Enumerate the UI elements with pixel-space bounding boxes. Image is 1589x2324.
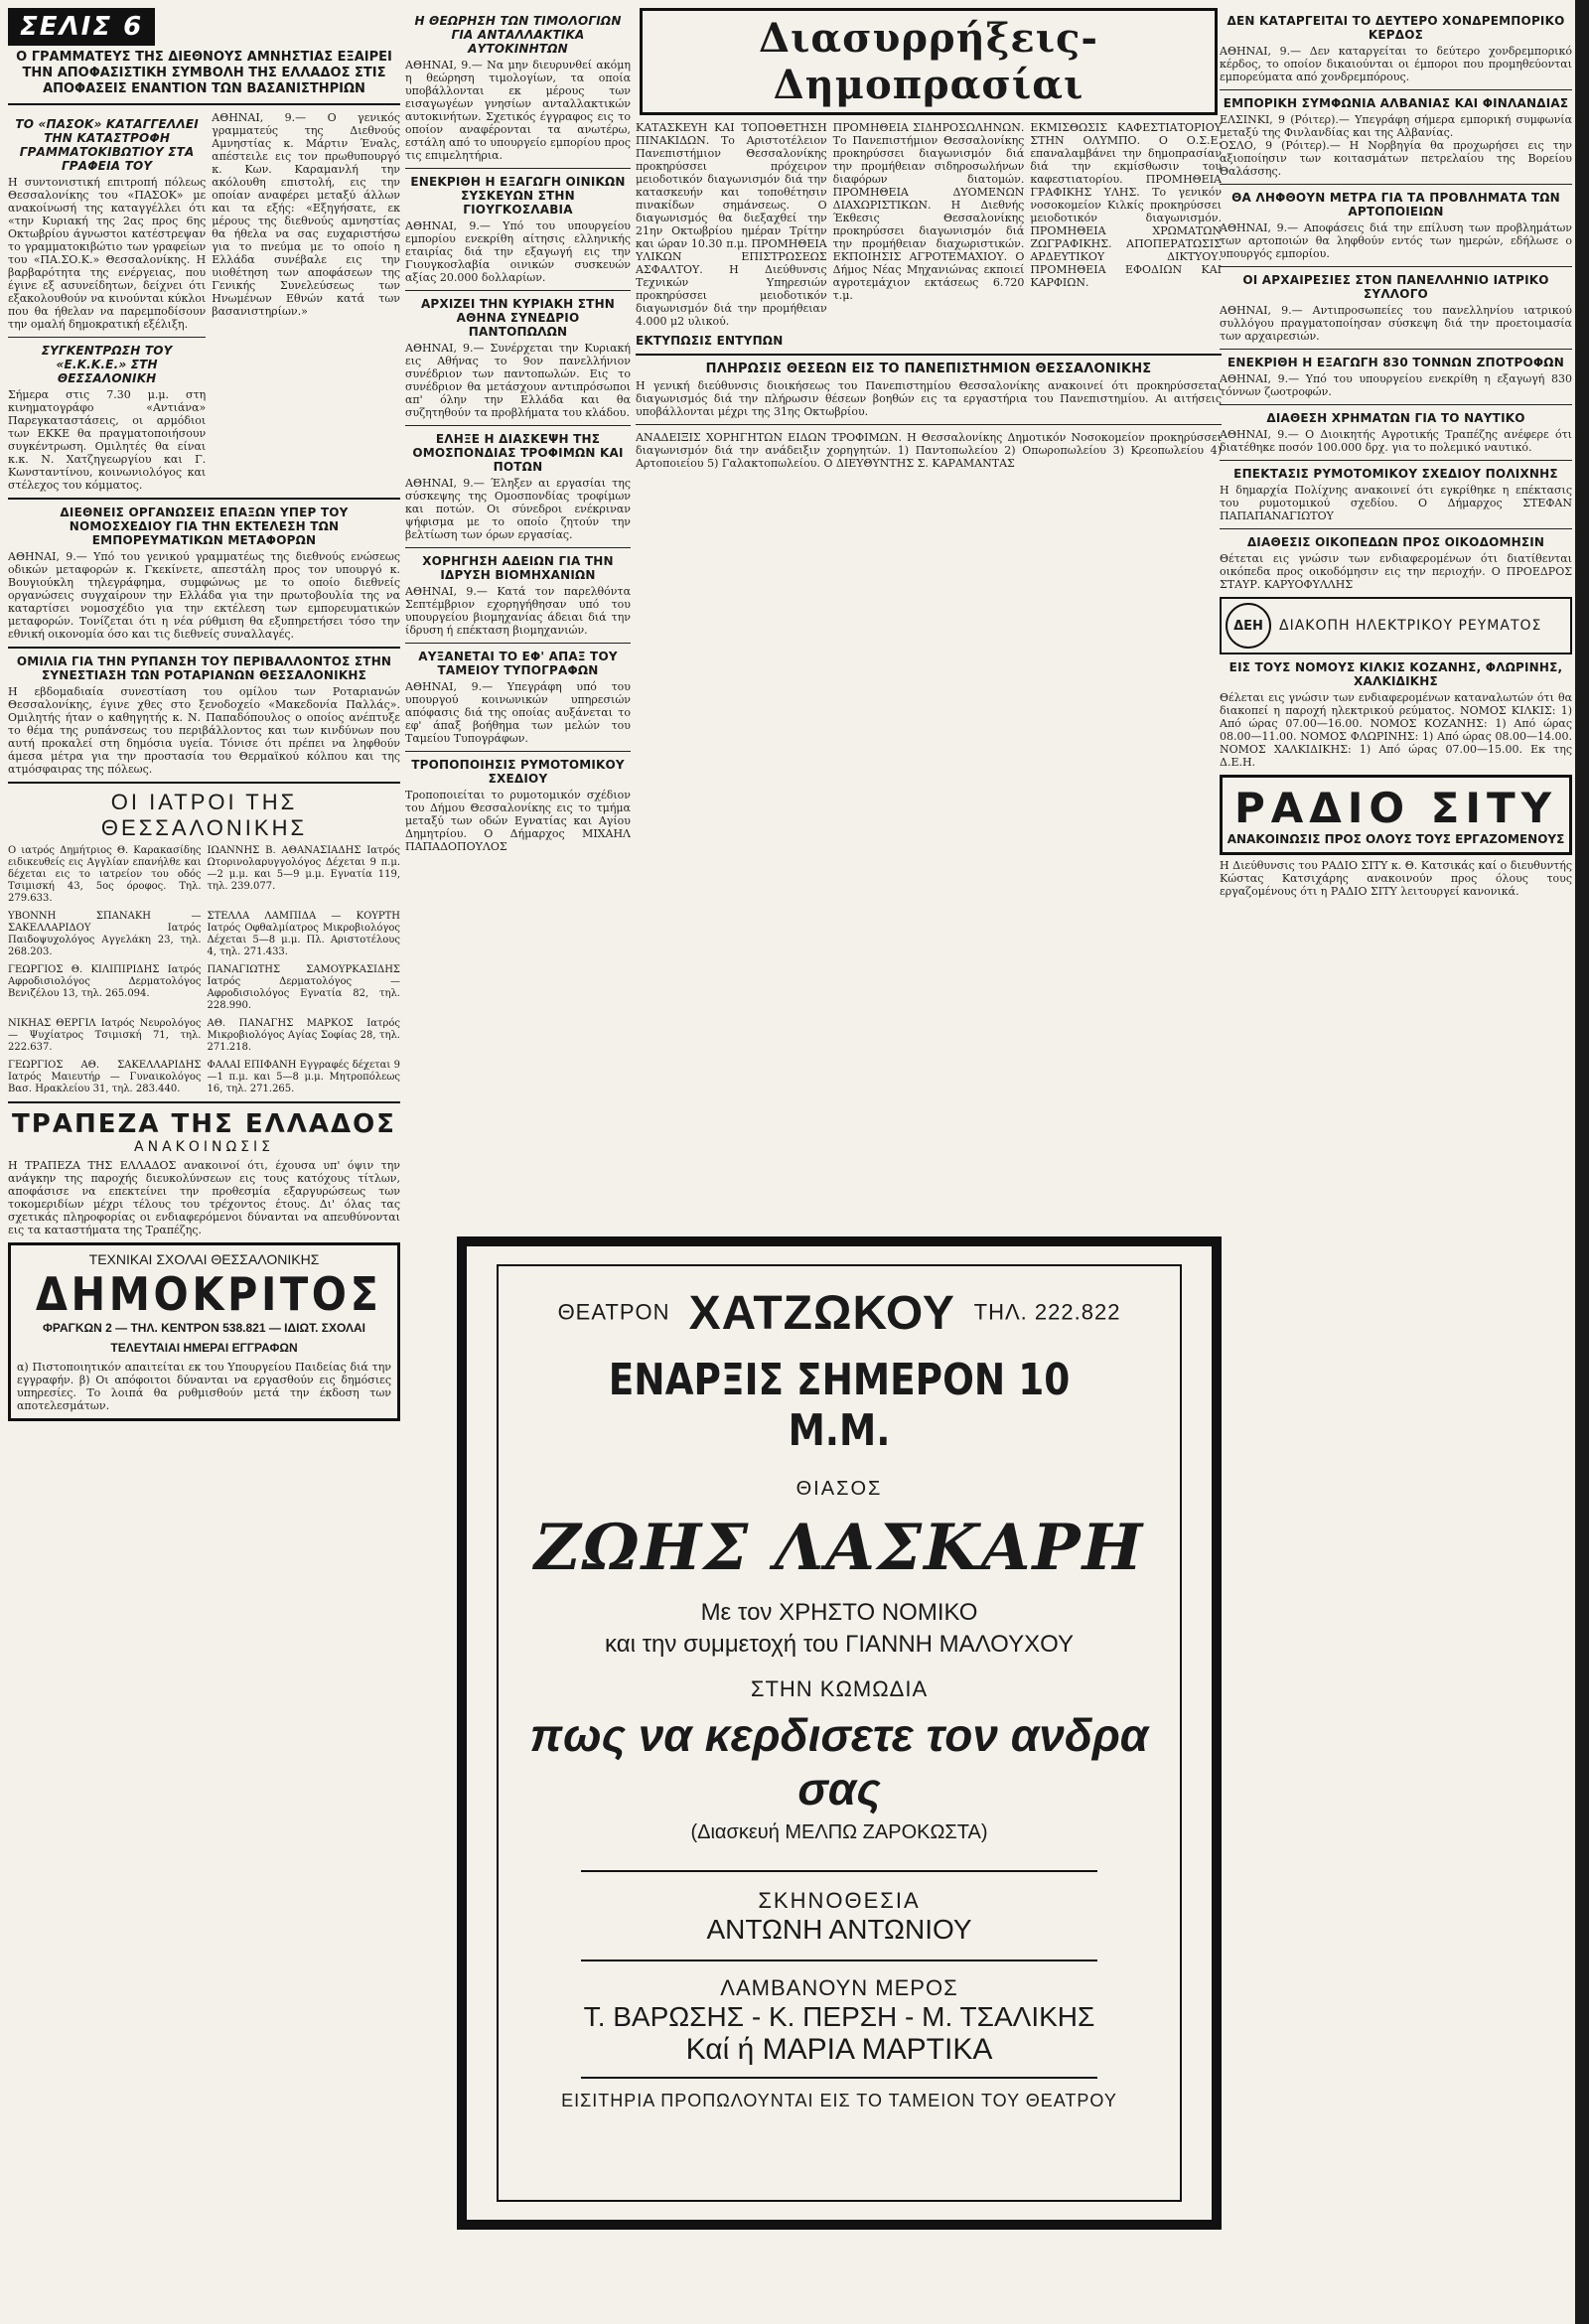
theatre-advertisement: [457, 1236, 1222, 2230]
congress-text: ΑΘΗΝΑΙ, 9.— Συνέρχεται την Κυριακή εις Αθήνας το 9ον πανελλήνιον συνέδριον των παντοπωλών. Εις το συνέδριον θα μετάσχουν αντιπρόσωποι απ' όλην την Ελλάδα και θα συζητηθούν τα προβλήματα του κλάδου.: [405, 342, 631, 419]
trade-headline: ΕΜΠΟΡΙΚΗ ΣΥΜΦΩΝΙΑ ΑΛΒΑΝΙΑΣ ΚΑΙ ΦΙΝΛΑΝΔΙΑΣ: [1223, 96, 1569, 110]
cast-star: Καί ή ΜΑΡΙΑ ΜΑΡΤΙΚΑ: [685, 2033, 993, 2066]
article-amnesty: [8, 111, 400, 492]
school-address: ΦΡΑΓΚΩΝ 2 — ΤΗΛ. ΚΕΝΤΡΟΝ 538.821 — ΙΔΙΩΤ. ΣΧΟΛΑΙ: [42, 1321, 365, 1335]
licence-headline: ΧΟΡΗΓΗΣΗ ΑΔΕΙΩΝ ΓΙΑ ΤΗΝ ΙΔΡΥΣΗ ΒΙΟΜΗΧΑΝΙΩΝ: [422, 554, 614, 582]
divider: [8, 782, 400, 784]
guest-line: και την συμμετοχή του ΓΙΑΝΝΗ ΜΑΛΟΥΧΟΥ: [604, 1631, 1074, 1658]
medical-headline: ΟΙ ΑΡΧΑΙΡΕΣΙΕΣ ΣΤΟΝ ΠΑΝΕΛΛΗΝΙΟ ΙΑΤΡΙΚΟ ΣΥΛΛΟΓΟ: [1242, 273, 1549, 301]
radio-text: Η Διεύθυνσις του ΡΑΔΙΟ ΣΙΤΥ κ. Θ. Κατσικάς καί ο διευθυντής Κώστας Κατσιχάρης ανακοινούν προς όλους τους εργαζομένους ότι η ΡΑΔΙΟ ΣΙΤΥ λειτουργεί κανονικά.: [1220, 859, 1572, 898]
tenders-col-3: ΕΚΜΙΣΘΩΣΙΣ ΚΑΦΕΣΤΙΑΤΟΡΙΟΥ ΣΤΗΝ ΟΛΥΜΠΟ. Ο Ο.Σ.Ε. επαναλαμβάνει την δημοπρασίαν διά την εκμίσθωσιν του καφεστιατορίου. ΠΡΟΜΗΘΕΙΑ ΓΡΑΦΙΚΗΣ ΥΛΗΣ. Το γενικόν νοσοκομείον Κιλκίς προκηρύσσει μειοδοτικόν διαγωνισμόν. ΠΡΟΜΗΘΕΙΑ ΧΡΩΜΑΤΩΝ ΖΩΓΡΑΦΙΚΗΣ. ΑΠΟΠΕΡΑΤΩΣΙΣ ΑΡΔΕΥΤΙΚΟΥ ΔΙΚΤΥΟΥ. ΠΡΟΜΗΘΕΙΑ ΕΦΟΔΙΩΝ ΚΑΙ ΚΑΡΦΙΩΝ.: [1030, 121, 1222, 289]
deh-title: ΔΙΑΚΟΠΗ ΗΛΕΚΤΡΙΚΟΥ ΡΕΥΜΑΤΟΣ: [1279, 618, 1542, 634]
deh-notice-header: [1220, 597, 1572, 654]
divider: [8, 1101, 400, 1103]
plots-text: Θέτεται εις γνώσιν των ενδιαφερομένων ότι διατίθενται οικόπεδα προς οικοδόμησιν εις την περιοχήν. Ο ΠΡΟΕΔΡΟΣ ΣΤΑΥΡ. ΚΑΡΥΟΦΥΛΛΗΣ: [1220, 552, 1572, 591]
tenders-col-2: ΠΡΟΜΗΘΕΙΑ ΣΙΔΗΡΟΣΩΛΗΝΩΝ. Το Πανεπιστήμιον Θεσσαλονίκης προκηρύσσει διαγωνισμόν διά την προμήθειαν σιδηροσωλήνων διαφόρων διατομών. ΠΡΟΜΗΘΕΙΑ ΔΥΟΜΕΝΩΝ ΔΙΑΧΩΡΙΣΤΙΚΩΝ. Η Διεθνής Έκθεσις Θεσσαλονίκης προκηρύσσει διαγωνισμόν διά την προμήθειαν διαχωριστικών. ΕΚΠΟΙΗΣΙΣ ΑΓΡΟΤΕΜΑΧΙΟΥ. Ο Δήμος Νέας Μηχανιώνας εκποιεί αγροτεμάχιον εκτάσεως 6.720 τ.μ.: [832, 121, 1025, 302]
lead-headline: Ο ΓΡΑΜΜΑΤΕΥΣ ΤΗΣ ΔΙΕΘΝΟΥΣ ΑΜΝΗΣΤΙΑΣ ΕΞΑΙΡΕΙ ΤΗΝ ΑΠΟΦΑΣΙΣΤΙΚΗ ΣΥΜΒΟΛΗ ΤΗΣ ΕΛΛΑΔΟΣ ΣΤΙΣ ΑΠΟΦΑΣΕΙΣ ΕΝΑΝΤΙΟΝ ΤΩΝ ΒΑΣΑΝΙΣΤΗΡΙΩΝ: [16, 50, 392, 96]
list-item: ΝΙΚΗΑΣ ΘΕΡΓΙΛ Ιατρός Νευρολόγος — Ψυχίατρος Τσιμισκή 71, τηλ. 222.637.: [8, 1018, 202, 1053]
wine-headline: ΕΝΕΚΡΙΘΗ Η ΕΞΑΓΩΓΗ ΟΙΝΙΚΩΝ ΣΥΣΚΕΥΩΝ ΣΤΗΝ ΓΙΟΥΓΚΟΣΛΑΒΙΑ: [410, 175, 626, 217]
divider: [1220, 184, 1572, 185]
theatre-venue: ΘΕΑΤΡΟΝ: [557, 1299, 670, 1325]
theatre-phone: ΤΗΛ. 222.822: [973, 1299, 1121, 1325]
divider: [1220, 349, 1572, 350]
transport-headline: ΔΙΕΘΝΕΙΣ ΟΡΓΑΝΩΣΕΙΣ ΕΠΑΞΩΝ ΥΠΕΡ ΤΟΥ ΝΟΜΟΣΧΕΔΙΟΥ ΓΙΑ ΤΗΝ ΕΚΤΕΛΕΣΗ ΤΩΝ ΕΜΠΟΡΕΥΜΑΤΙΚΩΝ ΜΕΤΑΦΟΡΩΝ: [60, 506, 349, 547]
deh-logo: ΔΕΗ: [1226, 603, 1271, 649]
doctors-headline: ΟΙ ΙΑΤΡΟΙ ΤΗΣ ΘΕΣΣΑΛΟΝΙΚΗΣ: [100, 790, 308, 840]
radio-name: ΡΑΔΙΟ ΣΙΤΥ: [1233, 784, 1558, 832]
radio-city-ad: [1220, 775, 1572, 855]
fund-headline: ΔΙΑΘΕΣΗ ΧΡΗΜΑΤΩΝ ΓΙΑ ΤΟ ΝΑΥΤΙΚΟ: [1266, 411, 1525, 425]
direction-label: ΣΚΗΝΟΘΕΣΙΑ: [758, 1888, 921, 1913]
tenders-col-1: ΚΑΤΑΣΚΕΥΗ ΚΑΙ ΤΟΠΟΘΕΤΗΣΗ ΠΙΝΑΚΙΔΩΝ. Το Αριστοτέλειον Πανεπιστήμιον Θεσσαλονίκης προκηρύσσει πρόχειρον μειοδοτικόν διαγωνισμόν διά την κατασκευήν και τοποθέτησιν πινακίδων σημάνσεως. Ο διαγωνισμός θα διεξαχθεί την 21ην Οκτωβρίου ημέραν Τρίτην και ώραν 10.30 π.μ. ΠΡΟΜΗΘΕΙΑ ΥΛΙΚΩΝ ΕΠΙΣΤΡΩΣΕΩΣ ΑΣΦΑΛΤΟΥ. Η Διεύθυνσις Τεχνικών Υπηρεσιών προκηρύσσει μειοδοτικόν διαγωνισμόν διά την προμήθειαν 4.000 μ2 υλικού.: [636, 121, 827, 328]
theatre-ad-inner: [497, 1264, 1182, 2202]
with-line: Με τον ΧΡΗΣΤΟ ΝΟΜΙΚΟ: [700, 1599, 978, 1626]
bank-subtitle: ΑΝΑΚΟΙΝΩΣΙΣ: [134, 1139, 274, 1155]
recruit-headline: ΠΛΗΡΩΣΙΣ ΘΕΣΕΩΝ ΕΙΣ ΤΟ ΠΑΝΕΠΙΣΤΗΜΙΟΝ ΘΕΣΣΑΛΟΝΙΚΗΣ: [705, 362, 1152, 376]
printers-headline: ΑΥΞΑΝΕΤΑΙ ΤΟ ΕΦ' ΑΠΑΞ ΤΟΥ ΤΑΜΕΙΟΥ ΤΥΠΟΓΡΑΦΩΝ: [418, 650, 618, 677]
director-name: ΑΝΤΩΝΗ ΑΝΤΩΝΙΟΥ: [706, 1914, 972, 1945]
theory-text: ΑΘΗΝΑΙ, 9.— Να μην διευρυνθεί ακόμη η θεώρηση τιμολογίων, τα οποία υποβάλλονται εκ μέρους των εισαγωγέων γνησίων ανταλλακτικών αυτοκινήτων. Σχετικός έγγραφος εις το οποίον αναφέρονται τα ανωτέρω, εστάλη από το υπουργείο εμπορίου προς τις επιμελητήρια.: [405, 59, 631, 162]
adaptation-line: (Διασκευή ΜΕΛΠΩ ΖΑΡΟΚΩΣΤΑ): [690, 1821, 988, 1843]
amend-headline: ΤΡΟΠΟΠΟΙΗΣΙΣ ΡΥΜΟΤΟΜΙΚΟΥ ΣΧΕΔΙΟΥ: [411, 758, 625, 786]
zucchini-headline: ΕΝΕΚΡΙΘΗ Η ΕΞΑΓΩΓΗ 830 ΤΟΝΝΩΝ ΖΠΟΤΡΟΦΩΝ: [1228, 356, 1564, 369]
cast-label: ΛΑΜΒΑΝΟΥΝ ΜΕΡΟΣ: [720, 1975, 958, 2000]
amend-text: Τροποποιείται το ρυμοτομικόν σχέδιον του Δήμου Θεσσαλονίκης εις το τμήμα μεταξύ των οδών Εγνατίας και Αγίου Δημητρίου. Ο Δήμαρχος ΜΙΧΑΗΛ ΠΑΠΑΔΟΠΟΥΛΟΣ: [405, 789, 631, 853]
extension-text: Η δημαρχία Πολίχνης ανακοινεί ότι εγκρίθηκε η επέκτασις του ρυμοτομικού σχεδίου. Ο Δήμαρχος ΣΤΕΦΑΝ ΠΑΠΑΠΑΝΑΓΙΩΤΟΥ: [1220, 484, 1572, 522]
list-item: ΓΕΩΡΓΙΟΣ Θ. ΚΙΛΙΠΙΡΙΔΗΣ Ιατρός Αφροδισιολόγος Δερματολόγος Βενιζέλου 13, τηλ. 265.094.: [8, 964, 202, 999]
theory-headline: Η ΘΕΩΡΗΣΗ ΤΩΝ ΤΙΜΟΛΟΓΙΩΝ ΓΙΑ ΑΝΤΑΛΛΑΚΤΙΚΑ ΑΥΤΟΚΙΝΗΤΩΝ: [414, 14, 622, 56]
print-headline: ΕΚΤΥΠΩΣΙΣ ΕΝΤΥΠΩΝ: [636, 334, 784, 348]
divider: [636, 354, 1222, 356]
bank-text: Η ΤΡΑΠΕΖΑ ΤΗΣ ΕΛΛΑΔΟΣ ανακοινοί ότι, έχουσα υπ' όψιν την ανάγκην της παροχής διευκολύνσεων εις τους κατόχους τίτλων, αποφάσισε να επεκτείνει την προθεσμία εξαργυρώσεως των τοκομεριδίων μέχρι τέλους του τρέχοντος έτους. Δι' όλας τας σχετικάς πληροφορίας οι ενδιαφερόμενοι δύνανται να απευθύνονται εις τα καταστήματα της Τραπέζης.: [8, 1159, 400, 1236]
transport-text: ΑΘΗΝΑΙ, 9.— Υπό του γενικού γραμματέως της διεθνούς ενώσεως οδικών μεταφορών κ. Γκεκίνετε, απεστάλη προς τον υπουργό κ. Βουγιούκλη τηλεγράφημα, συμφώνως με το οποίο διεθνείς οργανώσεις συγχαίρουν την Ελλάδα για την πρωτοβουλία της να καταρτίσει νομοσχέδιο για την εκτέλεση των εμπορευματικών μεταφορών. Τονίζεται ότι η νέα ρύθμιση θα εξυπηρετήσει τόσο την εθνική οικονομία όσο και τις διεθνείς συναλλαγές.: [8, 550, 400, 641]
bank-title: ΤΡΑΠΕΖΑ ΤΗΣ ΕΛΛΑΔΟΣ: [12, 1109, 396, 1139]
opening-line: ΕΝΑΡΞΙΣ ΣΗΜΕΡΟΝ 10 Μ.Μ.: [608, 1355, 1071, 1456]
divider: [581, 1870, 1097, 1872]
list-item: ΓΕΩΡΓΙΟΣ ΑΘ. ΣΑΚΕΛΛΑΡΙΔΗΣ Ιατρός Μαιευτήρ — Γυναικολόγος Βασ. Ηρακλείου 31, τηλ. 283.440.: [8, 1060, 202, 1094]
list-item: ΣΤΕΛΛΑ ΛΑΜΠΙΔΑ — ΚΟΥΡΤΗ Ιατρός Οφθαλμίατρος Μικροβιολόγος Δέχεται 5—8 μ.μ. Πλ. Αριστοτέλους 4, τηλ. 271.433.: [207, 911, 400, 957]
divider: [405, 547, 631, 548]
column-2: [405, 8, 631, 853]
auctions-banner: [640, 8, 1218, 115]
amnesty-text: ΑΘΗΝΑΙ, 9.— Ο γενικός γραμματεύς της Διεθνούς Αμνηστίας κ. Μάρτιν Έναλς, απέστειλε εις τον πρωθυπουργό κ. Κων. Καραμανλή την ακόλουθη επιστολή, εις την οποίαν αναφέρει μεταξύ άλλων και τα εξής: «Εξηγήσατε, εκ μέρους της διεθνούς αμνηστίας θα ήθελα να σας ευχαριστήσω για το πνεύμα με το οποίο η Ελλάδα συνέβαλε εις την υιοθέτηση των αποφάσεων της Γενικής Συνελεύσεως των Ηνωμένων Εθνών κατά των βασανιστηρίων.»: [212, 111, 400, 318]
sales-text: ΑΝΑΔΕΙΞΙΣ ΧΟΡΗΓΗΤΩΝ ΕΙΔΩΝ ΤΡΟΦΙΜΩΝ. Η Θεσσαλονίκης Δημοτικόν Νοσοκομείον προκηρύσσει διαγωνισμόν διά την ανάδειξιν χορηγητών. 1) Παντοπωλείου 2) Οπωροπωλείου 3) Κρεοπωλείου 4) Αρτοποιείου 5) Γαλακτοπωλείου. Ο ΔΙΕΥΘΥΝΤΗΣ Σ. ΚΑΡΑΜΑΝΤΑΣ: [636, 431, 1222, 470]
company-name: ΖΩΗΣ ΛΑΣΚΑΡΗ: [533, 1511, 1145, 1585]
column-1: [8, 8, 400, 1421]
list-item: ΠΑΝΑΓΙΩΤΗΣ ΣΑΜΟΥΡΚΑΣΙΔΗΣ Ιατρός Δερματολόγος — Αφροδισιολόγος Εγνατία 82, τηλ. 228.990.: [207, 964, 400, 1011]
food-headline: ΕΛΗΞΕ Η ΔΙΑΣΚΕΨΗ ΤΗΣ ΟΜΟΣΠΟΝΔΙΑΣ ΤΡΟΦΙΜΩΝ ΚΑΙ ΠΟΤΩΝ: [412, 432, 624, 474]
doctors-list: [8, 845, 400, 1095]
second-prize-headline: ΔΕΝ ΚΑΤΑΡΓΕΙΤΑΙ ΤΟ ΔΕΥΤΕΡΟ ΧΟΝΔΡΕΜΠΟΡΙΚΟ ΚΕΡΔΟΣ: [1227, 14, 1565, 42]
divider: [581, 1960, 1097, 1961]
list-item: ΑΘ. ΠΑΝΑΓΗΣ ΜΑΡΚΟΣ Ιατρός Μικροβιολόγος Αγίας Σοφίας 28, τηλ. 271.218.: [207, 1018, 400, 1053]
tickets-line: ΕΙΣΙΤΗΡΙΑ ΠΡΟΠΩΛΟΥΝΤΑΙ ΕΙΣ ΤΟ ΤΑΜΕΙΟΝ ΤΟΥ ΘΕΑΤΡΟΥ: [561, 2091, 1117, 2110]
page-edge-shadow: [1575, 0, 1589, 2324]
pollution-headline: ΟΜΙΛΙΑ ΓΙΑ ΤΗΝ ΡΥΠΑΝΣΗ ΤΟΥ ΠΕΡΙΒΑΛΛΟΝΤΟΣ ΣΤΗΝ ΣΥΝΕΣΤΙΑΣΗ ΤΩΝ ΡΟΤΑΡΙΑΝΩΝ ΘΕΣΣΑΛΟΝΙΚΗΣ: [16, 654, 392, 682]
congress-headline: ΑΡΧΙΖΕΙ ΤΗΝ ΚΥΡΙΑΚΗ ΣΤΗΝ ΑΘΗΝΑ ΣΥΝΕΔΡΙΟ ΠΑΝΤΟΠΩΛΩΝ: [420, 297, 616, 339]
second-prize-text: ΑΘΗΝΑΙ, 9.— Δεν καταργείται το δεύτερο χονδρεμπορικό κέρδος, το οποίον δικαιούνται οι έμποροι που προμηθεύονται εμπορεύματα από χονδρεμπόρους.: [1220, 45, 1572, 83]
eke-headline: ΣΥΓΚΕΝΤΡΩΣΗ ΤΟΥ «Ε.Κ.Κ.Ε.» ΣΤΗ ΘΕΣΣΑΛΟΝΙΚΗ: [41, 344, 173, 385]
bakers-headline: ΘΑ ΛΗΦΘΟΥΝ ΜΕΤΡΑ ΓΙΑ ΤΑ ΠΡΟΒΛΗΜΑΤΑ ΤΩΝ ΑΡΤΟΠΟΙΕΙΩΝ: [1231, 191, 1560, 218]
wine-text: ΑΘΗΝΑΙ, 9.— Υπό του υπουργείου εμπορίου ενεκρίθη αίτησις ελληνικής εταιρίας διά την εξαγωγή εις την Γιουγκοσλαβία οινικών συσκευών αξίας 20.000 δολλαρίων.: [405, 219, 631, 284]
divider: [8, 103, 400, 105]
divider: [8, 337, 206, 338]
radio-subheadline: ΑΝΑΚΟΙΝΩΣΙΣ ΠΡΟΣ ΟΛΟΥΣ ΤΟΥΣ ΕΡΓΑΖΟΜΕΝΟΥΣ: [1227, 832, 1565, 846]
theatre-name-line: [508, 1286, 1170, 1341]
licence-text: ΑΘΗΝΑΙ, 9.— Κατά τον παρελθόντα Σεπτέμβριον εχορηγήθησαν υπό του υπουργείου βιομηχανίας άδειαι διά την ίδρυση ή επέκταση βιομηχανιών.: [405, 585, 631, 637]
banner-title: Διασυρρήξεις-Δημοπρασίαι: [758, 15, 1099, 108]
divider: [1220, 460, 1572, 461]
school-text: α) Πιστοποιητικόν απαιτείται εκ του Υπουργείου Παιδείας διά την εγγραφήν. β) Οι απόφοιτοι δύνανται να εργασθούν εις δημόσιες υπηρεσίες. Το λοιπά θα ρυθμισθούν μετά την έκδοση των αποτελεσμάτων.: [17, 1361, 391, 1412]
tenders-section: [636, 121, 1222, 328]
divider: [8, 647, 400, 649]
medical-text: ΑΘΗΝΑΙ, 9.— Αντιπροσωπείες του πανελληνίου ιατρικού συλλόγου πραγματοποίησαν σύσκεψη διά την προετοιμασία των αρχαιρεσιών.: [1220, 304, 1572, 343]
pasok-headline: ΤΟ «ΠΑΣΟΚ» ΚΑΤΑΓΓΕΛΛΕΙ ΤΗΝ ΚΑΤΑΣΤΡΟΦΗ ΓΡΑΜΜΑΤΟΚΙΒΩΤΙΟΥ ΣΤΑ ΓΡΑΦΕΙΑ ΤΟΥ: [15, 117, 199, 173]
divider: [1220, 266, 1572, 267]
printers-text: ΑΘΗΝΑΙ, 9.— Υπεγράφη υπό του υπουργού κοινωνικών υπηρεσιών απόφασις διά της οποίας αυξάνεται το εφ' άπαξ βοήθημα των μελών του Ταμείου Τυπογράφων.: [405, 680, 631, 745]
extension-headline: ΕΠΕΚΤΑΣΙΣ ΡΥΜΟΤΟΜΙΚΟΥ ΣΧΕΔΙΟΥ ΠΟΛΙΧΝΗΣ: [1233, 467, 1558, 481]
food-text: ΑΘΗΝΑΙ, 9.— Έληξεν αι εργασίαι της σύσκεψης της Ομοσπονδίας τροφίμων και ποτών. Οι σύνεδροι ενέκριναν ψήφισμα με το οποίο ζητούν την βελτίωση των όρων εργασίας.: [405, 477, 631, 541]
pasok-text: Η συντονιστική επιτροπή πόλεως Θεσσαλονίκης του «ΠΑΣΟΚ» με ανακοίνωσή της καταγγέλλει ότι «την Κυριακή της 2ας προς 6ης Οκτωβρίου άγνωστοι κατέστρεψαν το γραμματοκιβώτιο των γραφείων του «ΠΑ.ΣΟ.Κ.» Θεσσαλονίκης. Η βαρβαρότητα της ενέργειας, που έγινε εξ ασυνείδητων, δείχνει ότι εξακολουθούν να κινούνται κύκλοι που θα ήθελαν να παρεμποδίσουν την ομαλή δημοκρατική εξέλιξη.: [8, 176, 207, 331]
cast-list: Τ. ΒΑΡΩΣΗΣ - Κ. ΠΕΡΣΗ - Μ. ΤΣΑΛΙΚΗΣ: [583, 2001, 1095, 2032]
genre-line: ΣΤΗΝ ΚΩΜΩΔΙΑ: [750, 1676, 929, 1701]
trade-text: ΕΛΣΙΝΚΙ, 9 (Ρόιτερ).— Υπεγράφη σήμερα εμπορική συμφωνία μεταξύ της Φινλανδίας και της Αλβανίας.: [1220, 113, 1572, 139]
divider: [581, 2077, 1097, 2079]
oslo-text: ΟΣΛΟ, 9 (Ρόιτερ).— Η Νορβηγία θα προχωρήσει εις την αξιοποίησιν των κοιτασμάτων πετρελαίου της Βορείου Θαλάσσης.: [1220, 139, 1572, 178]
school-name: ΔΗΜΟΚΡΙΤΟΣ: [35, 1267, 382, 1321]
column-3: [636, 8, 1222, 470]
divider: [1220, 404, 1572, 405]
company-label: ΘΙΑΣΟΣ: [795, 1478, 883, 1500]
list-item: ΙΩΑΝΝΗΣ Β. ΑΘΑΝΑΣΙΑΔΗΣ Ιατρός Ωτορινολαρυγγολόγος Δέχεται 9 π.μ.—2 μ.μ. και 5—9 μ.μ. Εγνατία 119, τηλ. 239.077.: [207, 845, 400, 892]
list-item: ΦΑΛΑΙ ΕΠΙΦΑΝΗ Εγγραφές δέχεται 9—1 π.μ. και 5—8 μ.μ. Μητροπόλεως 16, τηλ. 271.265.: [207, 1060, 400, 1094]
list-item: Ο ιατρός Δημήτριος Θ. Καρακασίδης ειδικευθείς εις Αγγλίαν επανήλθε και δέχεται εις το ιατρείον του οδός Τσιμισκή 43, 5ος όροφος. Τηλ. 279.633.: [8, 845, 202, 904]
zucchini-text: ΑΘΗΝΑΙ, 9.— Υπό του υπουργείου ενεκρίθη η εξαγωγή 830 τόννων ζωοτροφών.: [1220, 372, 1572, 398]
pollution-text: Η εβδομαδιαία συνεστίαση του ομίλου των Ροταριανών Θεσσαλονίκης, έγινε χθες στο ξενοδοχείο «Μακεδονία Παλλάς». Ομιλητής ήταν ο καθηγητής κ. Ν. Παπαδόπουλος ο οποίος ανέπτυξε το θέμα της ρυπάνσεως του περιβάλλοντος και των κινδύνων που αυτή προκαλεί στη δημόσια υγεία. Τόνισε ότι πρέπει να ληφθούν άμεσα μέτρα για την προστασία του Θερμαϊκού κόλπου και της ατμόσφαιρας της πόλεως.: [8, 685, 400, 776]
school-last-days: ΤΕΛΕΥΤΑΙΑΙ ΗΜΕΡΑΙ ΕΓΓΡΑΦΩΝ: [110, 1341, 298, 1355]
list-item: ΥΒΟΝΝΗ ΣΠΑΝΑΚΗ — ΣΑΚΕΛΛΑΡΙΔΟΥ Ιατρός Παιδοψυχολόγος Αγγελάκη 23, τηλ. 268.203.: [8, 911, 202, 957]
theatre-name: ΧΑΤΖΩΚΟΥ: [688, 1287, 955, 1340]
divider: [1220, 528, 1572, 529]
fund-text: ΑΘΗΝΑΙ, 9.— Ο Διοικητής Αγροτικής Τραπέζης ανέφερε ότι διατέθηκε ποσόν 100.000 δρχ. για το πολεμικό ναυτικό.: [1220, 428, 1572, 454]
divider: [1220, 89, 1572, 90]
divider: [8, 498, 400, 500]
recruit-text: Η γενική διεύθυνσις διοικήσεως του Πανεπιστημίου Θεσσαλονίκης ανακοινεί ότι προκηρύσσεται διαγωνισμός διά την πλήρωσιν θέσεων βοηθών εις τα εργαστήρια του Πανεπιστημίου. Αι αιτήσεις υποβάλλονται μέχρι της 31ης Οκτωβρίου.: [636, 379, 1222, 418]
divider: [405, 290, 631, 291]
divider: [405, 425, 631, 426]
eke-text: Σήμερα στις 7.30 μ.μ. στη κινηματογράφο «Αντιάνα» Παρεγκαταστάσεις, οι αρμόδιοι των ΕΚΚΕ θα πραγματοποιήσουν συγκέντρωση. Ομιλητές θα είναι κ.κ. Ν. Χατζηγεωργίου και Γ. Κωνσταντίνου, κοινωνιολόγος και στέλεχος του κόμματος.: [8, 388, 207, 492]
plots-headline: ΔΙΑΘΕΣΙΣ ΟΙΚΟΠΕΔΩΝ ΠΡΟΣ ΟΙΚΟΔΟΜΗΣΙΝ: [1246, 535, 1545, 549]
divider: [405, 168, 631, 169]
divider: [405, 643, 631, 644]
section-logo: ΣΕΛΙΣ 6: [8, 8, 155, 46]
deh-text: Θέλεται εις γνώσιν των ενδιαφερομένων καταναλωτών ότι θα διακοπεί η παροχή ηλεκτρικού ρεύματος. ΝΟΜΟΣ ΚΙΛΚΙΣ: 1) Από ώρας 07.00—16.00. ΝΟΜΟΣ ΚΟΖΑΝΗΣ: 1) Από ώρας 08.00—11.00. ΝΟΜΟΣ ΦΛΩΡΙΝΗΣ: 1) Από ώρας 08.00—14.00. ΝΟΜΟΣ ΧΑΛΚΙΔΙΚΗΣ: 1) Από ώρας 07.00—15.00. Εκ της Δ.Ε.Η.: [1220, 691, 1572, 769]
school-small: ΤΕΧΝΙΚΑΙ ΣΧΟΛΑΙ ΘΕΣΣΑΛΟΝΙΚΗΣ: [88, 1251, 320, 1267]
school-ad: [8, 1242, 400, 1421]
divider: [636, 424, 1222, 425]
column-4: [1220, 8, 1572, 898]
divider: [405, 751, 631, 752]
play-title: πως να κερδισετε τον ανδρα σας: [529, 1709, 1149, 1815]
deh-subheadline: ΕΙΣ ΤΟΥΣ ΝΟΜΟΥΣ ΚΙΛΚΙΣ ΚΟΖΑΝΗΣ, ΦΛΩΡΙΝΗΣ, ΧΑΛΚΙΔΙΚΗΣ: [1228, 660, 1563, 688]
bakers-text: ΑΘΗΝΑΙ, 9.— Αποφάσεις διά την επίλυση των προβλημάτων των αρτοποιών θα ληφθούν εντός των ημερών, εδήλωσε ο υπουργός εμπορίου.: [1220, 221, 1572, 260]
